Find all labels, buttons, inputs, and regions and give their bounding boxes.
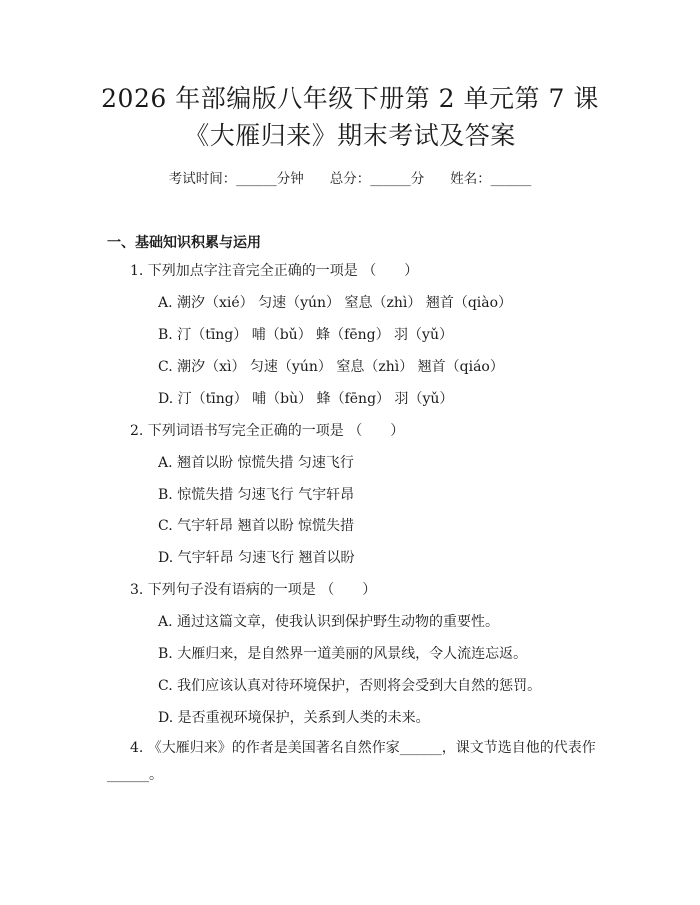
question-1-option-d: D. 汀（tīng） 哺（bù） 蜂（fēng） 羽（yǔ）	[158, 391, 454, 407]
page-title-line2: 《大雁归来》期末考试及答案	[184, 121, 516, 150]
question-3-option-c: C. 我们应该认真对待环境保护，否则将会受到大自然的惩罚。	[158, 678, 542, 694]
question-3-option-b: B. 大雁归来，是自然界一道美丽的风景线，令人流连忘返。	[158, 646, 528, 662]
total-score-field: 总分：______分	[329, 171, 425, 187]
question-1-stem: 1. 下列加点字注音完全正确的一项是 （ ）	[130, 263, 419, 279]
question-2-option-c: C. 气宇轩昂 翘首以盼 惊慌失措	[158, 518, 355, 534]
question-2-option-a: A. 翘首以盼 惊慌失措 匀速飞行	[158, 455, 354, 471]
exam-time-field: 考试时间：______分钟	[168, 171, 304, 187]
question-2-option-b: B. 惊慌失措 匀速飞行 气宇轩昂	[158, 487, 355, 503]
question-1-option-b: B. 汀（tīng） 哺（bǔ） 蜂（fēng） 羽（yǔ）	[158, 327, 453, 343]
question-4-line1: 4. 《大雁归来》的作者是美国著名自然作家______，课文节选自他的代表作	[130, 740, 596, 756]
question-3-option-d: D. 是否重视环境保护，关系到人类的未来。	[158, 710, 430, 726]
question-3-option-a: A. 通过这篇文章，使我认识到保护野生动物的重要性。	[158, 614, 500, 630]
question-3-stem: 3. 下列句子没有语病的一项是 （ ）	[130, 582, 377, 598]
question-2-option-d: D. 气宇轩昂 匀速飞行 翘首以盼	[158, 550, 355, 566]
question-1-option-a: A. 潮汐（xié） 匀速（yún） 窒息（zhì） 翘首（qiào）	[158, 295, 513, 311]
exam-info-bar	[0, 170, 700, 188]
question-2-stem: 2. 下列词语书写完全正确的一项是 （ ）	[130, 423, 405, 439]
page-title-line1: 2026 年部编版八年级下册第 2 单元第 7 课	[101, 84, 599, 113]
section-heading: 一、基础知识积累与运用	[107, 235, 261, 251]
question-4-line2: ______。	[107, 767, 163, 783]
question-1-option-c: C. 潮汐（xì） 匀速（yún） 窒息（zhì） 翘首（qiáo）	[158, 359, 504, 375]
name-field: 姓名：______	[450, 171, 532, 187]
